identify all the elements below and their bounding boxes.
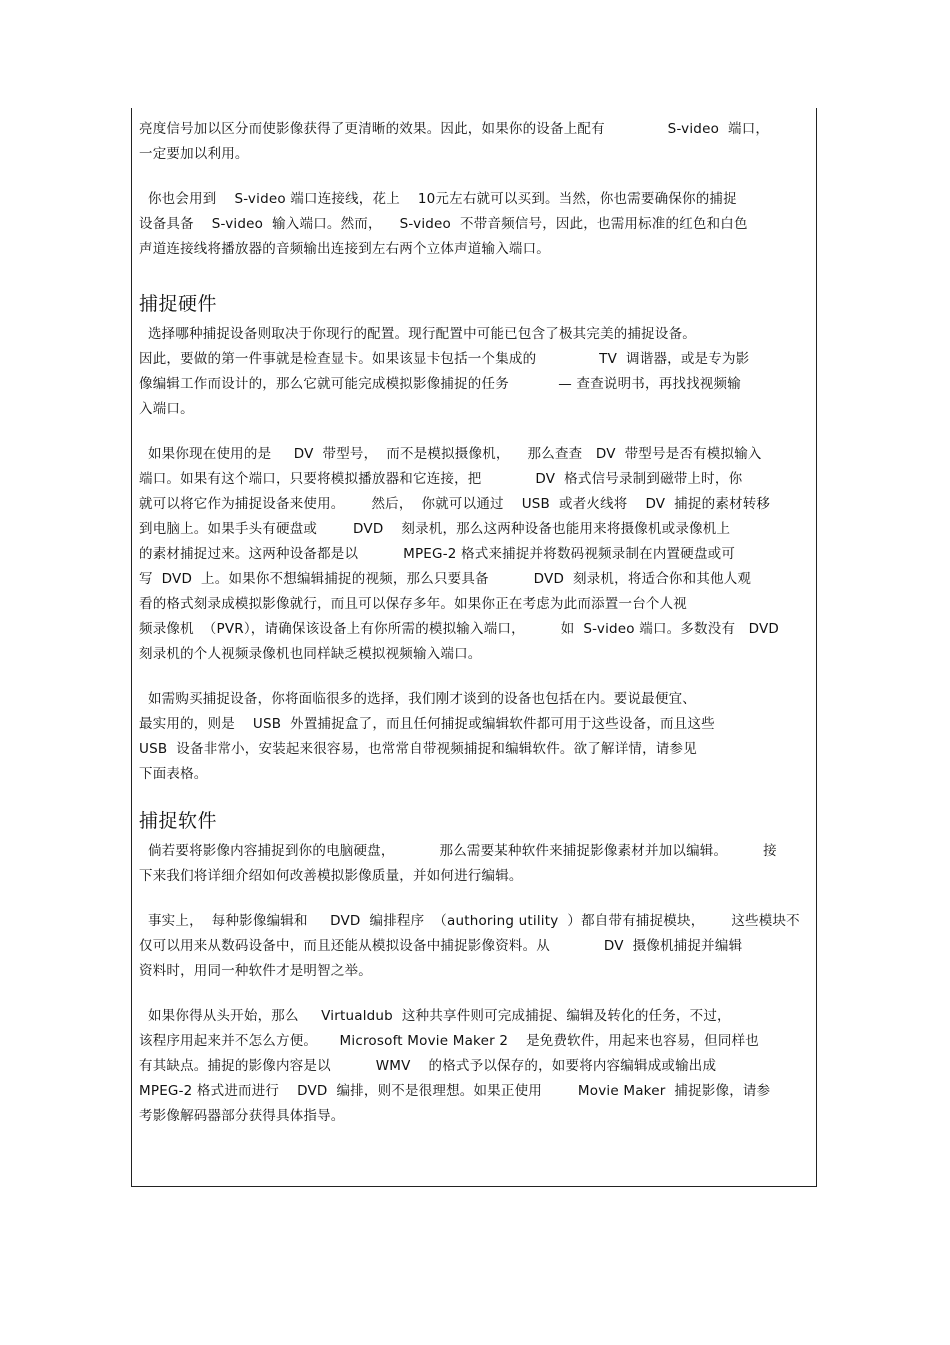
paragraph-line: 频录像机 （PVR），请确保该设备上有你所需的模拟输入端口， 如 S-video 端口。多数没有 DVD xyxy=(139,621,780,637)
paragraph xyxy=(139,117,812,167)
paragraph-line: 下面表格。 xyxy=(139,766,208,782)
paragraph-line: 你也会用到 S-video 端口连接线，花上 10元左右就可以买到。当然，你也需要确保你的捕捉 xyxy=(139,191,737,207)
paragraph-line: 仅可以用来从数码设备中，而且还能从模拟设备中捕捉影像资料。从 DV 摄像机捕捉并编辑 xyxy=(139,938,743,954)
paragraph-line: MPEG-2 格式进而进行 DVD 编排，则不是很理想。如果正使用 Movie Maker 捕捉影像，请参 xyxy=(139,1083,771,1099)
paragraph-line: 声道连接线将播放器的音频输出连接到左右两个立体声道输入端口。 xyxy=(139,241,550,257)
paragraph-line: 入端口。 xyxy=(139,401,194,417)
document-body xyxy=(139,117,812,1129)
paragraph-line: 像编辑工作而设计的，那么它就可能完成模拟影像捕捉的任务 — 查查说明书，再找找视频输 xyxy=(139,376,741,392)
section-heading: 捕捉软件 xyxy=(139,810,218,832)
paragraph xyxy=(139,839,812,889)
paragraph xyxy=(139,442,812,667)
paragraph-line: 设备具备 S-video 输入端口。然而， S-video 不带音频信号，因此，也需用标准的红色和白色 xyxy=(139,216,748,232)
paragraph-line: 端口。如果有这个端口，只要将模拟播放器和它连接，把 DV 格式信号录制到磁带上时，你 xyxy=(139,471,743,487)
paragraph-line: 的素材捕捉过来。这两种设备都是以 MPEG-2 格式来捕捉并将数码视频录制在内置硬盘或可 xyxy=(139,546,736,562)
heading-gap xyxy=(139,787,812,807)
paragraph-line: 亮度信号加以区分而使影像获得了更清晰的效果。因此，如果你的设备上配有 S-video 端口， xyxy=(139,121,770,137)
paragraph-line: 如需购买捕捉设备，你将面临很多的选择，我们刚才谈到的设备也包括在内。要说最便宜、 xyxy=(139,691,696,707)
paragraph-line: 刻录机的个人视频录像机也同样缺乏模拟视频输入端口。 xyxy=(139,646,482,662)
section-heading: 捕捉硬件 xyxy=(139,293,218,315)
paragraph-line: 选择哪种捕捉设备则取决于你现行的配置。现行配置中可能已包含了极其完美的捕捉设备。 xyxy=(139,326,696,342)
paragraph-line: 因此，要做的第一件事就是检查显卡。如果该显卡包括一个集成的 TV 调谐器，或是专为影 xyxy=(139,351,750,367)
paragraph-line: 最实用的，则是 USB 外置捕捉盒了，而且任何捕捉或编辑软件都可用于这些设备，而且这些 xyxy=(139,716,715,732)
paragraph-line: 下来我们将详细介绍如何改善模拟影像质量，并如何进行编辑。 xyxy=(139,868,523,884)
paragraph xyxy=(139,322,812,422)
paragraph-line: 该程序用起来并不怎么方便。 Microsoft Movie Maker 2 是免费软件，用起来也容易，但同样也 xyxy=(139,1033,759,1049)
paragraph xyxy=(139,187,812,262)
paragraph-line: 事实上， 每种影像编辑和 DVD 编排程序 （authoring utility ）都自带有捕捉模块， 这些模块不 xyxy=(139,913,800,929)
paragraph-line: 看的格式刻录成模拟影像就行，而且可以保存多年。如果你正在考虑为此而添置一台个人视 xyxy=(139,596,687,612)
paragraph xyxy=(139,1004,812,1129)
paragraph-line: 就可以将它作为捕捉设备来使用。 然后， 你就可以通过 USB 或者火线将 DV 捕捉的素材转移 xyxy=(139,496,771,512)
paragraph-line: USB 设备非常小，安装起来很容易，也常常自带视频捕捉和编辑软件。欲了解详情，请参见 xyxy=(139,741,697,757)
paragraph xyxy=(139,909,812,984)
paragraph-gap xyxy=(139,167,812,187)
paragraph-line: 资料时，用同一种软件才是明智之举。 xyxy=(139,963,372,979)
paragraph-line: 有其缺点。捕捉的影像内容是以 WMV 的格式予以保存的，如要将内容编辑成或输出成 xyxy=(139,1058,717,1074)
paragraph-line: 倘若要将影像内容捕捉到你的电脑硬盘， 那么需要某种软件来捕捉影像素材并加以编辑。 接 xyxy=(139,843,777,859)
paragraph-gap xyxy=(139,889,812,909)
heading-gap xyxy=(139,262,812,290)
paragraph xyxy=(139,687,812,787)
paragraph-line: 到电脑上。如果手头有硬盘或 DVD 刻录机，那么这两种设备也能用来将摄像机或录像机上 xyxy=(139,521,731,537)
paragraph-gap xyxy=(139,422,812,442)
paragraph-gap xyxy=(139,667,812,687)
paragraph-line: 如果你得从头开始，那么 Virtualdub 这种共享件则可完成捕捉、编辑及转化的任务，不过， xyxy=(139,1008,731,1024)
paragraph-gap xyxy=(139,984,812,1004)
paragraph-line: 如果你现在使用的是 DV 带型号， 而不是模拟摄像机， 那么查查 DV 带型号是否有模拟输入 xyxy=(139,446,762,462)
paragraph-line: 写 DVD 上。如果你不想编辑捕捉的视频，那么只要具备 DVD 刻录机，将适合你和其他人观 xyxy=(139,571,752,587)
paragraph-line: 一定要加以利用。 xyxy=(139,146,249,162)
paragraph-line: 考影像解码器部分获得具体指导。 xyxy=(139,1108,345,1124)
